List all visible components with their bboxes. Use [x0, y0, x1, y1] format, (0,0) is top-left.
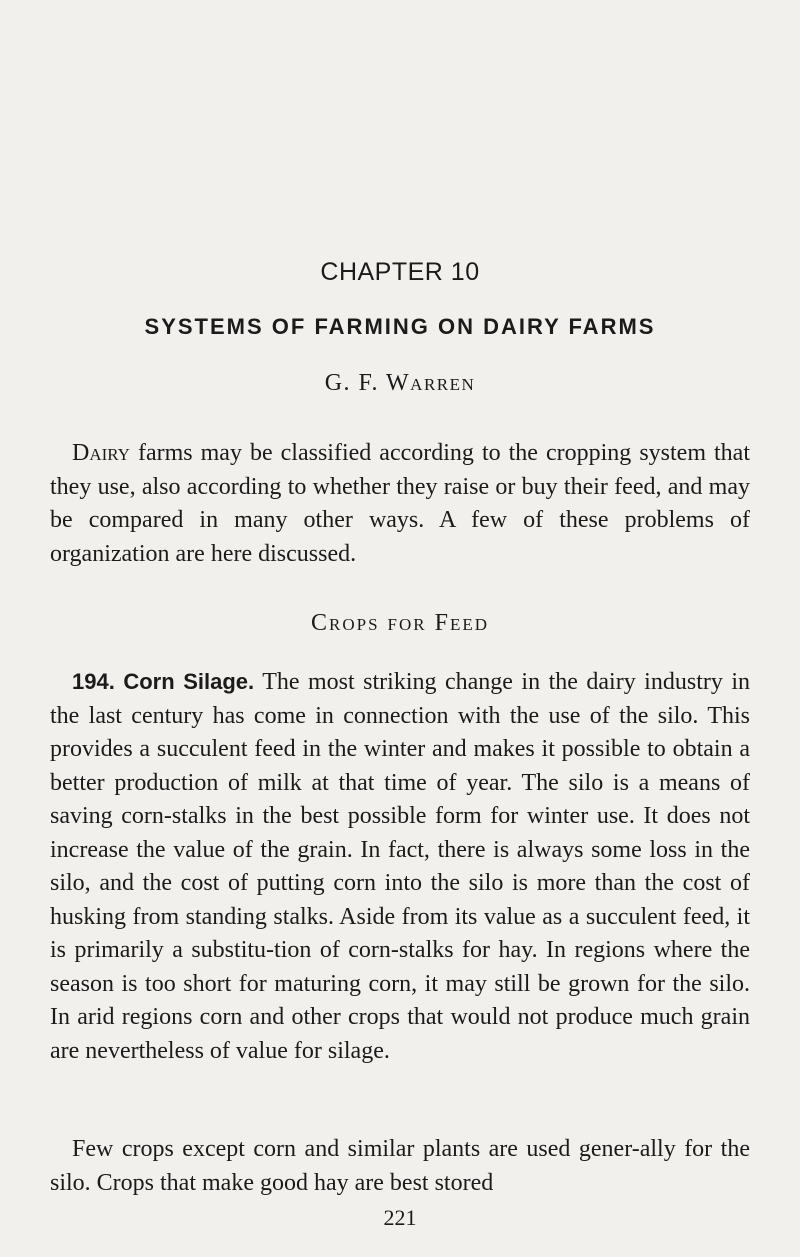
paragraph-194-heading: Corn Silage. — [123, 669, 255, 694]
author-name: G. F. Warren — [324, 370, 476, 396]
intro-paragraph — [50, 437, 750, 571]
section-heading — [0, 610, 800, 637]
page-number: 221 — [383, 1205, 417, 1230]
chapter-author — [0, 370, 800, 397]
paragraph-few-crops: Few crops except corn and similar plants are used gener-ally for the silo. Crops that make good hay are best stored — [50, 1136, 750, 1196]
paragraph-194-text: The most striking change in the dairy industry in the last century has come in connection with the use of the silo. This provides a succulent feed in the winter and makes it possible to obtain a better production of milk at that time of year. The silo is a means of saving corn-stalks in the best possible form for winter use. It does not increase the value of the grain. In fact, there is always some loss in the silo, and the cost of putting corn into the silo is more than the cost of husking from standing stalks. Aside from its value as a succulent feed, it is primarily a substitu-tion of corn-stalks for hay. In regions where the season is too short for maturing corn, it may still be grown for the silo. In arid regions corn and other crops that would not produce much grain are nevertheless of value for silage. — [50, 669, 750, 1064]
chapter-number: CHAPTER 10 — [320, 258, 480, 286]
intro-lead-word: Dairy — [72, 440, 130, 466]
chapter-title: SYSTEMS OF FARMING ON DAIRY FARMS — [144, 314, 656, 339]
intro-text: farms may be classified according to the cropping system that they use, also according to whether they raise or buy their feed, and may be compared in many other ways. A few of these problems of organization are here discussed. — [50, 440, 750, 567]
paragraph-194 — [50, 665, 750, 1068]
paragraph-194-number: 194. — [72, 669, 115, 694]
section-heading-text: Crops for Feed — [311, 610, 489, 636]
